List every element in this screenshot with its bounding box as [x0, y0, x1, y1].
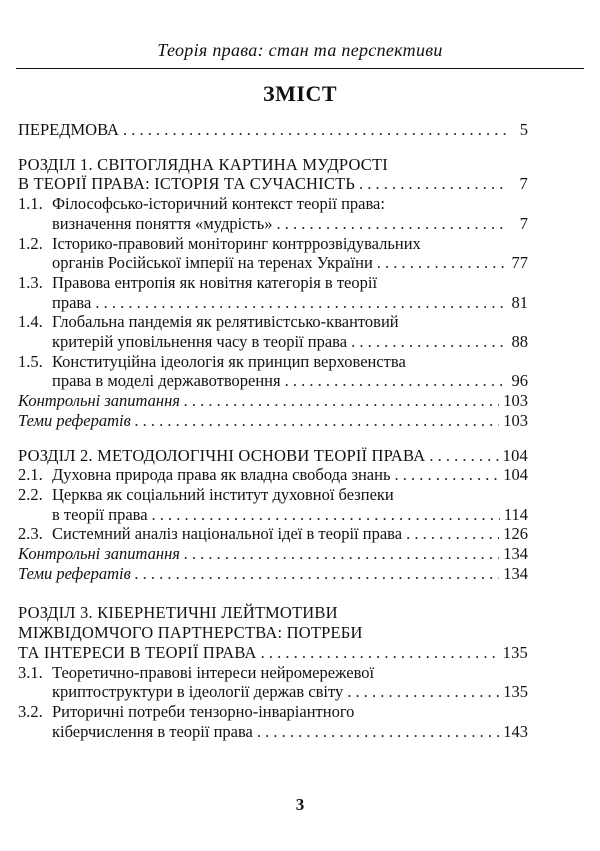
toc-entry-2-2[interactable]	[18, 485, 528, 524]
dot-leader	[184, 544, 499, 564]
toc-page-number: 104	[503, 465, 528, 485]
toc-entry-foreword[interactable]	[18, 120, 528, 140]
toc-entry-title: криптоструктури в ідеології держав світу	[52, 682, 344, 702]
toc-page-number: 114	[503, 504, 528, 524]
toc-entry-title: Контрольні запитання	[18, 391, 180, 411]
toc-page-number: 96	[511, 371, 528, 391]
toc-entry-title: критерій уповільнення часу в теорії права	[52, 332, 348, 352]
dot-leader	[359, 174, 506, 194]
toc-entry-2-1[interactable]	[18, 465, 528, 485]
toc-section-number: 1.1.	[18, 194, 43, 214]
toc-entry-title: ТА ІНТЕРЕСИ В ТЕОРІЇ ПРАВА	[18, 642, 257, 662]
toc-entry-control-questions-1[interactable]	[18, 391, 528, 411]
toc-entry-chapter-2[interactable]	[18, 446, 528, 466]
toc-entry-title: Історико-правовий моніторинг контррозвідувальних	[52, 233, 421, 253]
toc-entry-title: РОЗДІЛ 2. МЕТОДОЛОГІЧНІ ОСНОВИ ТЕОРІЇ ПРАВА	[18, 445, 426, 465]
toc-entry-title: кіберчислення в теорії права	[52, 721, 253, 741]
toc-page-number: 7	[519, 174, 528, 194]
toc-page-number: 134	[503, 563, 528, 583]
toc-section-number: 3.2.	[18, 701, 43, 721]
toc-page-number: 126	[503, 524, 528, 544]
toc-entry-title: Глобальна пандемія як релятивістсько-квантовий	[52, 312, 399, 332]
table-of-contents	[18, 120, 528, 741]
dot-leader	[277, 214, 507, 234]
dot-leader	[285, 371, 506, 391]
toc-entry-title: визначення поняття «мудрість»	[52, 213, 273, 233]
toc-entry-title: ПЕРЕДМОВА	[18, 120, 119, 139]
toc-entry-3-1[interactable]	[18, 663, 528, 702]
toc-section-number: 1.4.	[18, 312, 43, 332]
dot-leader	[347, 682, 499, 702]
toc-entry-title: органів Російської імперії на теренах України	[52, 253, 373, 273]
toc-entry-1-2[interactable]	[18, 234, 528, 273]
toc-entry-3-2[interactable]	[18, 702, 528, 741]
toc-entry-1-5[interactable]	[18, 352, 528, 391]
toc-entry-title: РОЗДІЛ 3. КІБЕРНЕТИЧНІ ЛЕЙТМОТИВИ	[18, 603, 338, 623]
toc-page-number: 77	[511, 253, 528, 273]
toc-section-number: 2.3.	[18, 524, 43, 544]
toc-entry-1-3[interactable]	[18, 273, 528, 312]
dot-leader	[184, 391, 499, 411]
toc-entry-title: права	[52, 292, 92, 312]
toc-entry-title: Системний аналіз національної ідеї в теорії права	[52, 524, 403, 544]
toc-section-number: 1.5.	[18, 351, 43, 371]
toc-entry-title: Риторичні потреби тензорно-інваріантного	[52, 701, 355, 721]
toc-entry-title: в теорії права	[52, 504, 148, 524]
toc-entry-1-4[interactable]	[18, 312, 528, 351]
toc-page-number: 104	[502, 445, 528, 465]
dot-leader	[135, 564, 499, 584]
toc-entry-title: Церква як соціальний інститут духовної безпеки	[52, 484, 394, 504]
dot-leader	[135, 411, 499, 431]
dot-leader	[429, 446, 498, 466]
toc-section-number: 2.2.	[18, 484, 43, 504]
dot-leader	[261, 643, 499, 663]
toc-entry-chapter-3[interactable]	[18, 603, 528, 662]
toc-page-number: 143	[503, 721, 528, 741]
toc-entry-2-3[interactable]	[18, 524, 528, 544]
dot-leader	[351, 332, 506, 352]
dot-leader	[95, 293, 506, 313]
toc-page-number: 5	[519, 120, 528, 139]
toc-section-number: 1.2.	[18, 233, 43, 253]
toc-entry-essay-topics-2[interactable]	[18, 564, 528, 584]
toc-entry-title: Духовна природа права як владна свобода знань	[52, 465, 391, 485]
toc-entry-title: Контрольні запитання	[18, 544, 180, 564]
toc-title: ЗМІСТ	[263, 81, 337, 106]
toc-page-number: 88	[511, 332, 528, 352]
toc-entry-title: Теми рефератів	[18, 410, 131, 430]
toc-entry-essay-topics-1[interactable]	[18, 411, 528, 431]
page-number: 3	[295, 795, 305, 814]
dot-leader	[394, 465, 499, 485]
toc-entry-title: Філософсько-історичний контекст теорії права:	[52, 194, 385, 214]
toc-page-number: 81	[511, 292, 528, 312]
dot-leader	[406, 524, 499, 544]
toc-entry-title: В ТЕОРІЇ ПРАВА: ІСТОРІЯ ТА СУЧАСНІСТЬ	[18, 174, 356, 194]
toc-entry-chapter-1[interactable]	[18, 155, 528, 194]
toc-entry-title: Правова ентропія як новітня категорія в теорії	[52, 272, 378, 292]
toc-entry-title: права в моделі державотворення	[52, 371, 281, 391]
dot-leader	[377, 253, 506, 273]
toc-page-number: 135	[503, 682, 528, 702]
toc-page-number: 103	[503, 410, 528, 430]
toc-entry-title: Теми рефератів	[18, 563, 131, 583]
toc-entry-title: МІЖВІДОМЧОГО ПАРТНЕРСТВА: ПОТРЕБИ	[18, 623, 363, 643]
dot-leader	[257, 722, 499, 742]
toc-entry-title: РОЗДІЛ 1. СВІТОГЛЯДНА КАРТИНА МУДРОСТІ	[18, 154, 388, 174]
toc-entry-title: Теоретично-правові інтереси нейромережевої	[52, 662, 375, 682]
toc-entry-control-questions-2[interactable]	[18, 544, 528, 564]
toc-page-number: 7	[519, 213, 528, 233]
toc-section-number: 3.1.	[18, 662, 43, 682]
toc-page-number: 103	[503, 391, 528, 411]
dot-leader	[123, 120, 506, 140]
running-head: Теорія права: стан та перспективи	[157, 40, 443, 60]
header-rule	[16, 68, 584, 69]
toc-section-number: 1.3.	[18, 272, 43, 292]
toc-entry-title: Конституційна ідеологія як принцип верховенства	[52, 351, 406, 371]
toc-section-number: 2.1.	[18, 465, 43, 485]
toc-page-number: 134	[503, 544, 528, 564]
dot-leader	[152, 505, 500, 525]
toc-entry-1-1[interactable]	[18, 194, 528, 233]
toc-page-number: 135	[502, 642, 528, 662]
